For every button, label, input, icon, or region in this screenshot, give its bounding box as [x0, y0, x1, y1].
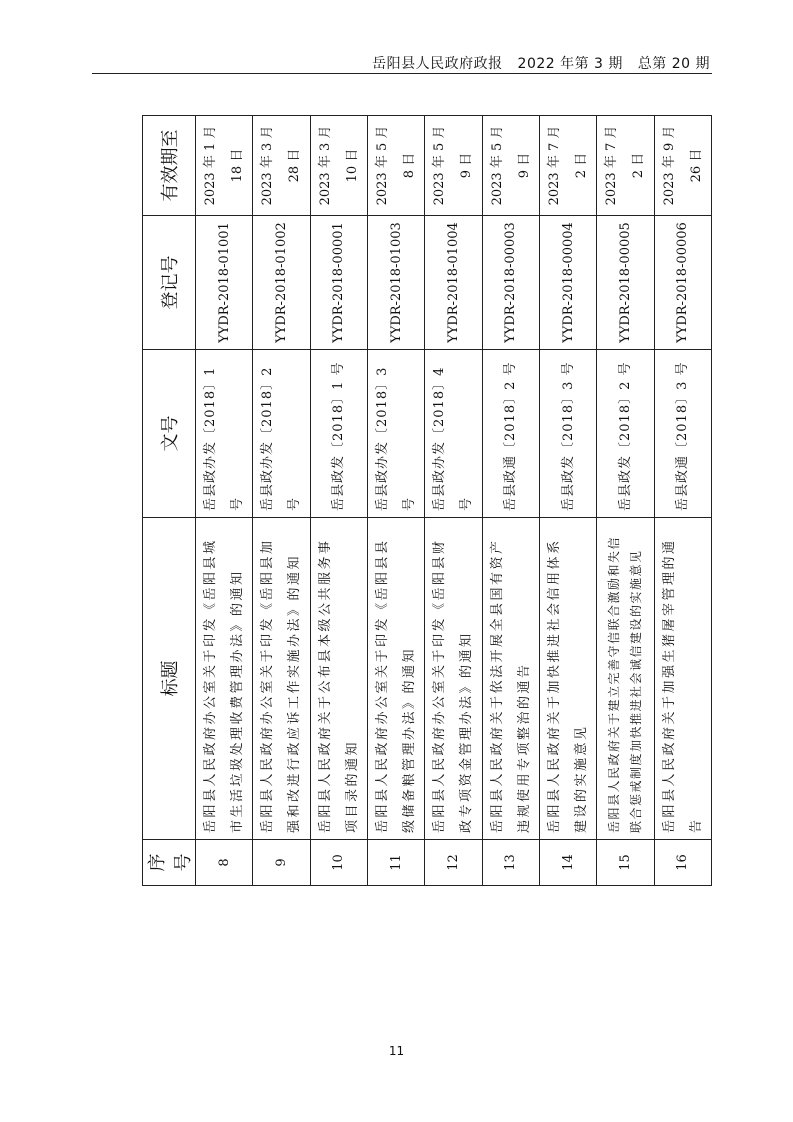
- cell-doc-no: 岳县政办发〔2018〕2 号: [253, 350, 310, 518]
- cell-reg-no: YYDR-2018-00006: [654, 216, 711, 350]
- cell-reg-no: YYDR-2018-00005: [597, 216, 654, 350]
- table-row: [310, 116, 367, 886]
- total-issue-number: 总第 20 期: [637, 56, 710, 72]
- header-rule: [92, 73, 712, 74]
- cell-expiry: 2023 年 1 月 18 日: [196, 116, 253, 216]
- cell-expiry: 2023 年 7 月 2 日: [539, 116, 596, 216]
- cell-num: 10: [310, 840, 367, 886]
- cell-expiry: 2023 年 5 月 9 日: [482, 116, 539, 216]
- cell-num: 12: [425, 840, 482, 886]
- cell-doc-no: 岳县政办发〔2018〕1 号: [196, 350, 253, 518]
- cell-doc-no: 岳县政发〔2018〕2 号: [597, 350, 654, 518]
- header-title: 标题: [143, 518, 196, 840]
- document-register-table: [142, 115, 712, 886]
- header-doc-no: 文号: [143, 350, 196, 518]
- table-row: [482, 116, 539, 886]
- table-row: [539, 116, 596, 886]
- table-row: [425, 116, 482, 886]
- cell-title: 岳阳县人民政府办公室关于印发《岳阳县城市生活垃圾处理收费管理办法》的通知: [196, 518, 253, 840]
- cell-num: 15: [597, 840, 654, 886]
- table-row: [367, 116, 424, 886]
- cell-num: 9: [253, 840, 310, 886]
- cell-title: 岳阳县人民政府办公室关于印发《岳阳县财政专项资金管理办法》的通知: [425, 518, 482, 840]
- rotated-table-container: [142, 116, 712, 886]
- cell-reg-no: YYDR-2018-01001: [196, 216, 253, 350]
- cell-num: 14: [539, 840, 596, 886]
- cell-title: 岳阳县人民政府关于加强生猪屠宰管理的通告: [654, 518, 711, 840]
- table-row: [597, 116, 654, 886]
- cell-num: 11: [367, 840, 424, 886]
- cell-title: 岳阳县人民政府办公室关于印发《岳阳县县级储备粮管理办法》的通知: [367, 518, 424, 840]
- page-header: [0, 53, 710, 73]
- cell-doc-no: 岳县政办发〔2018〕4 号: [425, 350, 482, 518]
- issue-number: 2022 年第 3 期: [517, 56, 623, 72]
- table-header-row: [143, 116, 196, 886]
- table-row: [196, 116, 253, 886]
- header-num: 序号: [143, 840, 196, 886]
- cell-expiry: 2023 年 5 月 8 日: [367, 116, 424, 216]
- cell-num: 13: [482, 840, 539, 886]
- cell-reg-no: YYDR-2018-01002: [253, 216, 310, 350]
- cell-doc-no: 岳县政通〔2018〕2 号: [482, 350, 539, 518]
- cell-reg-no: YYDR-2018-01003: [367, 216, 424, 350]
- cell-doc-no: 岳县政发〔2018〕1 号: [310, 350, 367, 518]
- header-reg-no: 登记号: [143, 216, 196, 350]
- publication-name: 岳阳县人民政府政报: [372, 56, 503, 72]
- table-row: [654, 116, 711, 886]
- cell-reg-no: YYDR-2018-00003: [482, 216, 539, 350]
- cell-title: 岳阳县人民政府关于依法开展全县国有资产违规使用专项整治的通告: [482, 518, 539, 840]
- cell-expiry: 2023 年 7 月 2 日: [597, 116, 654, 216]
- cell-title: 岳阳县人民政府关于建立完善守信联合激励和失信联合惩戒制度加快推进社会诚信建设的实施意见: [597, 518, 654, 840]
- cell-expiry: 2023 年 5 月 9 日: [425, 116, 482, 216]
- cell-reg-no: YYDR-2018-00001: [310, 216, 367, 350]
- cell-doc-no: 岳县政办发〔2018〕3 号: [367, 350, 424, 518]
- cell-expiry: 2023 年 3 月 28 日: [253, 116, 310, 216]
- cell-title: 岳阳县人民政府关于加快推进社会信用体系建设的实施意见: [539, 518, 596, 840]
- cell-title: 岳阳县人民政府办公室关于印发《岳阳县加强和改进行政应诉工作实施办法》的通知: [253, 518, 310, 840]
- cell-expiry: 2023 年 9 月 26 日: [654, 116, 711, 216]
- table-row: [253, 116, 310, 886]
- cell-num: 8: [196, 840, 253, 886]
- cell-num: 16: [654, 840, 711, 886]
- page-number: 11: [388, 1044, 405, 1058]
- cell-reg-no: YYDR-2018-00004: [539, 216, 596, 350]
- cell-title: 岳阳县人民政府关于公布县本级公共服务事项目录的通知: [310, 518, 367, 840]
- header-expiry: 有效期至: [143, 116, 196, 216]
- cell-reg-no: YYDR-2018-01004: [425, 216, 482, 350]
- cell-doc-no: 岳县政通〔2018〕3 号: [654, 350, 711, 518]
- cell-doc-no: 岳县政发〔2018〕3 号: [539, 350, 596, 518]
- cell-expiry: 2023 年 3 月 10 日: [310, 116, 367, 216]
